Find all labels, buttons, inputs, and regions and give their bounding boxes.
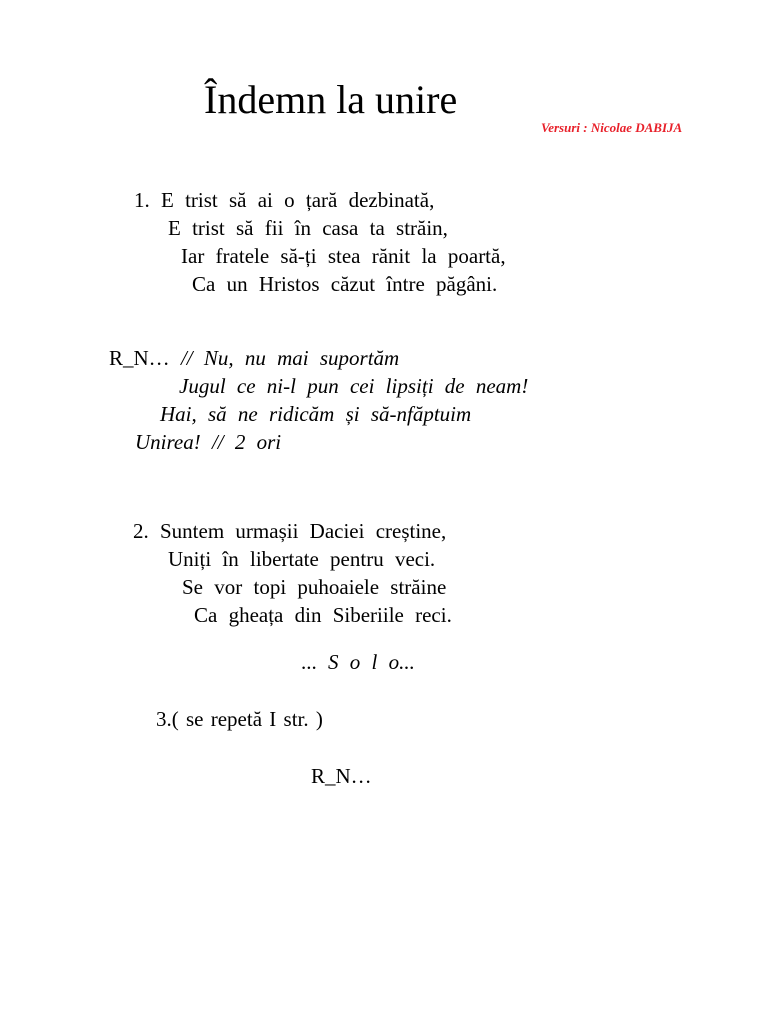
solo-marker [301, 648, 415, 676]
stanza-2-line-4: Ca gheața din Siberiile reci. [194, 603, 452, 627]
stanza-3-note: 3.( se repetă I str. ) [156, 707, 323, 731]
stanza-1-line-3: Iar fratele să-ți stea rănit la poartă, [181, 244, 506, 268]
poem-title: Îndemn la unire [204, 77, 458, 122]
stanza-1-line-1: 1. E trist să ai o țară dezbinată, [134, 188, 435, 212]
refrain-line-1-text: // Nu, nu mai suportăm [180, 346, 400, 370]
stanza-1-line-4: Ca un Hristos căzut între păgâni. [192, 272, 498, 296]
stanza-1-line-2: E trist să fii în casa ta străin, [168, 216, 448, 240]
solo-label: S o l o... [328, 650, 415, 674]
refrain-line-3: Hai, să ne ridicăm și să-nfăptuim [160, 402, 472, 426]
refrain-line-4: Unirea! // 2 ori [135, 430, 282, 454]
refrain-end-marker: R_N… [311, 764, 372, 788]
refrain-line-1 [109, 344, 399, 372]
refrain-line-2: Jugul ce ni-l pun cei lipsiți de neam! [179, 374, 529, 398]
refrain-marker: R_N… [109, 346, 181, 370]
solo-prefix: ... [301, 650, 328, 674]
stanza-2-line-1: 2. Suntem urmașii Daciei creștine, [133, 519, 447, 543]
stanza-2-line-3: Se vor topi puhoaiele străine [182, 575, 447, 599]
stanza-2-line-2: Uniți în libertate pentru veci. [168, 547, 436, 571]
author-credit: Versuri : Nicolae DABIJA [541, 120, 683, 135]
